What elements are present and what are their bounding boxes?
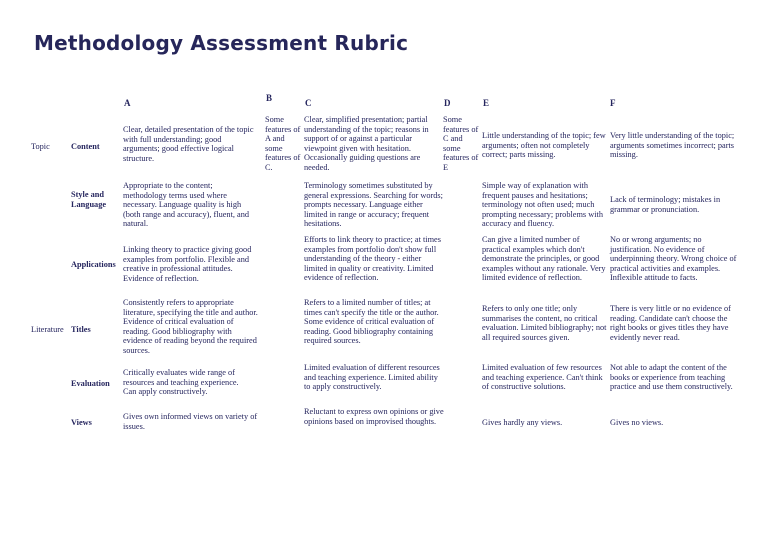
style-cell-e: Simple way of explanation with frequent pauses and hesitations; terminology not often used; much prompting necessary; problems with accuracy and fluency. xyxy=(482,181,603,229)
column-header-c: C xyxy=(305,98,312,108)
criterion-style-and-language: Style and Language xyxy=(71,190,107,209)
criterion-evaluation: Evaluation xyxy=(71,379,110,388)
evaluation-cell-f: Not able to adapt the content of the books or experience from teaching practice and use them constructively. xyxy=(610,363,733,392)
content-cell-b: Some features of A and some features of C. xyxy=(265,115,301,172)
group-label-literature: Literature xyxy=(31,325,64,334)
criterion-applications: Applications xyxy=(71,260,116,269)
views-cell-c: Reluctant to express own opinions or give opinions based on improvised thoughts. xyxy=(304,407,444,426)
column-header-b: B xyxy=(266,93,273,103)
column-header-f: F xyxy=(610,98,616,108)
applications-cell-a: Linking theory to practice giving good examples from portfolio. Flexible and creative in professional attitudes. Evidence of reflection. xyxy=(123,245,252,283)
content-cell-a: Clear, detailed presentation of the topic with full understanding; good arguments; good effective logical structure. xyxy=(123,125,254,163)
content-cell-d: Some features of C and some features of E xyxy=(443,115,479,172)
column-header-e: E xyxy=(483,98,490,108)
applications-cell-c: Efforts to link theory to practice; at times examples from portfolio don't show full understanding of the theory - either limited in quality or creativity. Limited evidence of reflection. xyxy=(304,235,441,283)
column-header-a: A xyxy=(124,98,131,108)
column-header-d: D xyxy=(444,98,451,108)
titles-cell-e: Refers to only one title; only summarises the content, no critical evaluation. Limited bibliography; not all required sources given. xyxy=(482,304,607,342)
page-title: Methodology Assessment Rubric xyxy=(34,31,409,55)
applications-cell-e: Can give a limited number of practical examples which don't demonstrate the principles, or good examples without any rationale. Very limited evidence of reflection. xyxy=(482,235,606,283)
views-cell-f: Gives no views. xyxy=(610,418,664,427)
evaluation-cell-e: Limited evaluation of few resources and teaching experience. Can't think of constructive solutions. xyxy=(482,363,603,392)
evaluation-cell-c: Limited evaluation of different resources and teaching experience. Limited ability to apply constructively. xyxy=(304,363,440,392)
applications-cell-f: No or wrong arguments; no justification. No evidence of underpinning theory. Wrong choice of practical activities and examples. Inflexible attitude to facts. xyxy=(610,235,737,283)
content-cell-c: Clear, simplified presentation; partial understanding of the topic; reasons in support of or against a particular viewpoint given with hesitation. Occasionally guiding questions are needed. xyxy=(304,115,429,172)
views-cell-e: Gives hardly any views. xyxy=(482,418,563,427)
criterion-titles: Titles xyxy=(71,325,91,334)
evaluation-cell-a: Critically evaluates wide range of resources and teaching experience. Can apply constructively. xyxy=(123,368,239,397)
style-cell-c: Terminology sometimes substituted by general expressions. Searching for words; prompts necessary. Language either limited in range or accuracy; frequent hesitations. xyxy=(304,181,443,229)
content-cell-f: Very little understanding of the topic; arguments sometimes incorrect; parts missing. xyxy=(610,131,735,160)
group-label-topic: Topic xyxy=(31,142,50,151)
criterion-content: Content xyxy=(71,142,100,151)
views-cell-a: Gives own informed views on variety of issues. xyxy=(123,412,258,431)
style-cell-f: Lack of terminology; mistakes in grammar or pronunciation. xyxy=(610,195,721,214)
titles-cell-c: Refers to a limited number of titles; at times can't specify the title or the author. Some evidence of critical evaluation of reading. Good bibliography containing required sources. xyxy=(304,298,439,346)
titles-cell-a: Consistently refers to appropriate literature, specifying the title and author. Evidence of critical evaluation of reading. Good bibliography with evidence of reading beyond the required sources. xyxy=(123,298,258,355)
content-cell-e: Little understanding of the topic; few arguments; often not completely correct; parts missing. xyxy=(482,131,606,160)
criterion-views: Views xyxy=(71,418,92,427)
style-cell-a: Appropriate to the content; methodology terms used where necessary. Language quality is high (both range and accuracy), fluent, and natural. xyxy=(123,181,250,229)
titles-cell-f: There is very little or no evidence of reading. Candidate can't choose the right books or gives titles they have evidently never read. xyxy=(610,304,731,342)
